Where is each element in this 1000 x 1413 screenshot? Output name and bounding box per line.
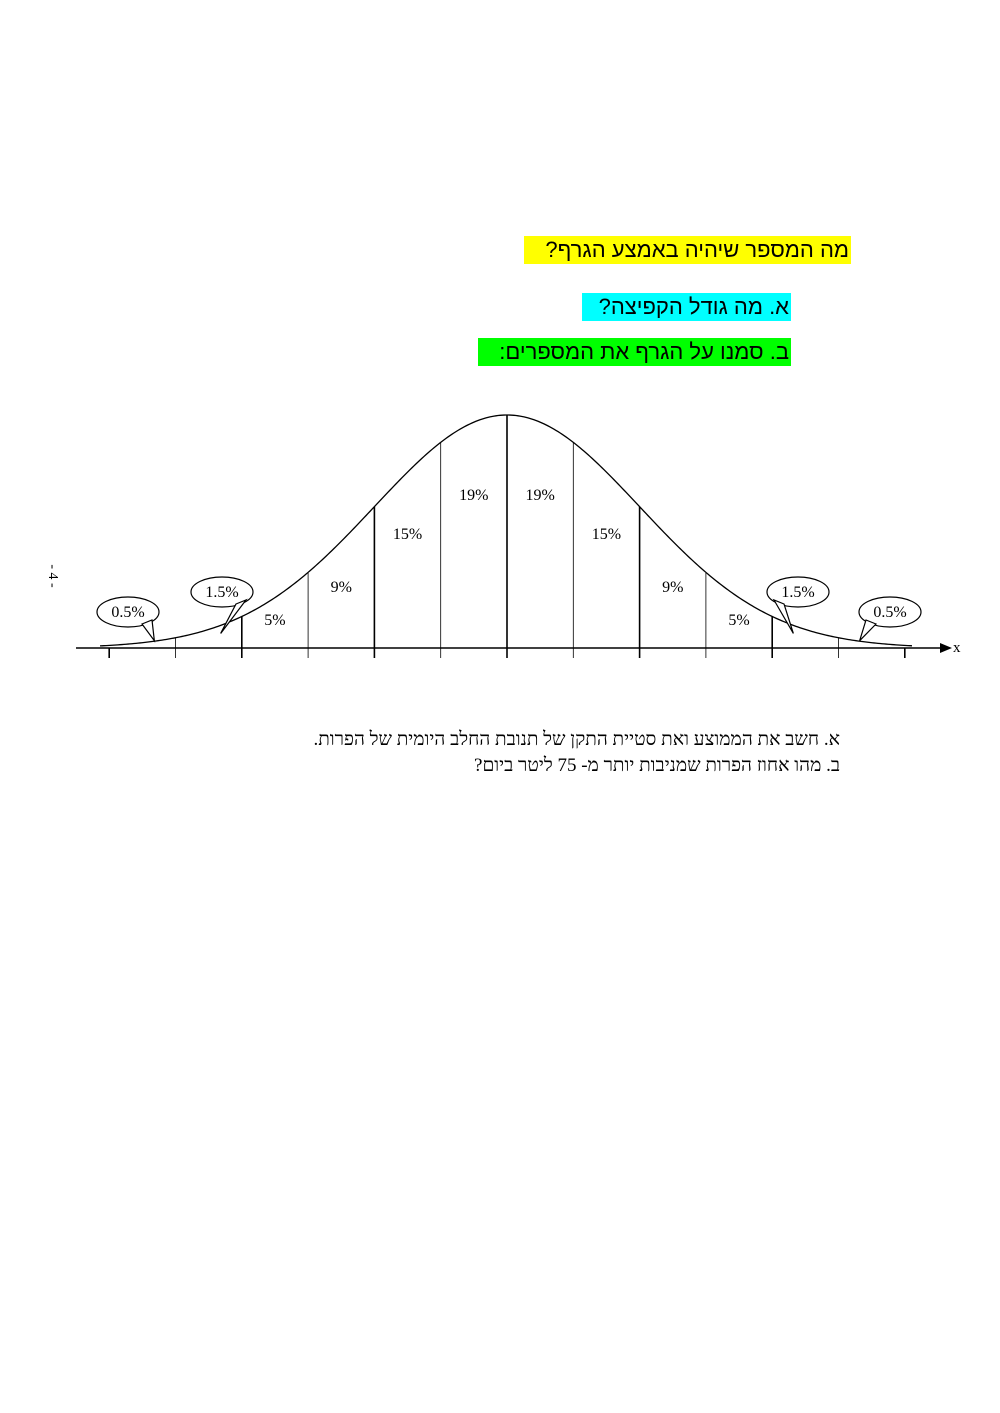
callout-bubble — [97, 597, 159, 641]
segment-label: 5% — [728, 612, 750, 629]
segment-label: 15% — [591, 526, 622, 543]
x-axis-arrow — [940, 643, 952, 653]
segment-label: 0.5% — [873, 604, 907, 621]
callout-pointer — [860, 620, 876, 641]
segment-label: 9% — [662, 579, 684, 596]
normal-distribution-chart — [0, 400, 1000, 670]
question-middle-of-graph: מה המספר שיהיה באמצע הגרף? — [524, 236, 851, 264]
segment-label: 0.5% — [111, 604, 145, 621]
segment-label: 5% — [264, 612, 286, 629]
axis-ticks — [109, 648, 905, 658]
segment-label: 9% — [330, 579, 352, 596]
x-axis-label: x — [953, 640, 961, 656]
segment-label: 19% — [459, 487, 489, 504]
segment-labels — [97, 487, 921, 641]
callout-pointer — [142, 620, 154, 641]
callout-bubble — [767, 577, 829, 633]
question-jump-size: א. מה גודל הקפיצה? — [582, 293, 791, 321]
segment-label: 1.5% — [781, 584, 815, 601]
callout-bubble — [859, 597, 921, 641]
question-mark-numbers: ב. סמנו על הגרף את המספרים: — [478, 338, 791, 366]
segment-label: 19% — [525, 487, 555, 504]
task-a: א. חשב את הממוצע ואת סטיית התקן של תנובת החלב היומית של הפרות. — [313, 729, 840, 750]
bell-curve — [100, 415, 912, 646]
page-number: - 4 - — [45, 564, 60, 588]
task-b: ב. מהו אחוז הפרות שמניבות יותר מ- 75 ליטר ביום? — [474, 755, 840, 776]
segment-label: 15% — [392, 526, 423, 543]
segment-label: 1.5% — [205, 584, 239, 601]
